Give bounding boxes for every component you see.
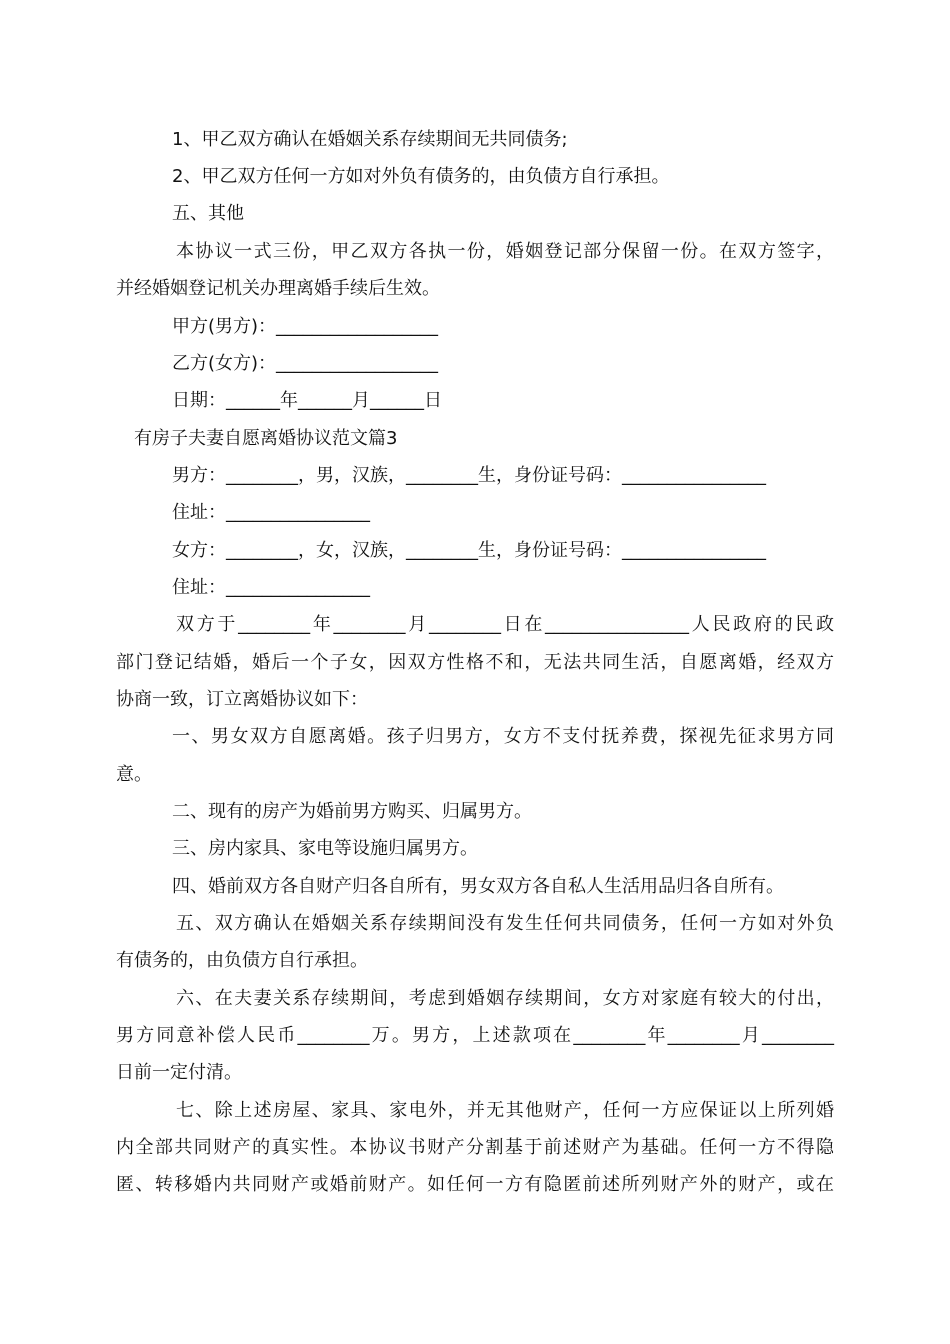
text-line	[172, 165, 872, 189]
line-text: 2、甲乙双方任何一方如对外负有债务的，由负债方自行承担。	[172, 166, 670, 187]
text-line	[172, 501, 872, 525]
text-line	[116, 688, 816, 712]
line-text: 部门登记结婚，婚后一个子女，因双方性格不和，无法共同生活，自愿离婚，经双方	[116, 652, 834, 673]
text-line	[116, 949, 816, 973]
line-text: 住址：________________	[172, 577, 370, 598]
line-text: 内全部共同财产的真实性。本协议书财产分割基于前述财产为基础。任何一方不得隐	[116, 1137, 834, 1158]
line-text: 三、房内家具、家电等设施归属男方。	[172, 838, 478, 859]
line-text: 七、除上述房屋、家具、家电外，并无其他财产，任何一方应保证以上所列婚	[176, 1100, 834, 1121]
line-text: 有债务的，由负债方自行承担。	[116, 950, 368, 971]
line-text: 五、其他	[172, 203, 244, 224]
line-text: 协商一致，订立离婚协议如下：	[116, 689, 368, 710]
line-text: 四、婚前双方各自财产归各自所有，男女双方各自私人生活用品归各自所有。	[172, 876, 784, 897]
line-text: 一、男女双方自愿离婚。孩子归男方，女方不支付抚养费，探视先征求男方同	[172, 726, 834, 747]
line-text: 住址：________________	[172, 502, 370, 523]
line-text: 并经婚姻登记机关办理离婚手续后生效。	[116, 278, 440, 299]
text-line	[116, 1136, 834, 1160]
line-text: 男方：________，男，汉族，________生，身份证号码：________________	[172, 465, 766, 486]
section-heading	[172, 202, 872, 226]
text-line	[172, 837, 872, 861]
line-text: 有房子夫妻自愿离婚协议范文篇3	[134, 428, 398, 449]
text-line	[176, 1099, 834, 1123]
text-line	[172, 875, 872, 899]
text-line	[116, 1024, 834, 1048]
line-text: 意。	[116, 764, 152, 785]
text-line	[176, 240, 834, 264]
text-line	[116, 763, 816, 787]
line-text: 男方同意补偿人民币________万。男方，上述款项在________年________月________	[116, 1025, 834, 1046]
line-text: 六、在夫妻关系存续期间，考虑到婚姻存续期间，女方对家庭有较大的付出，	[176, 988, 834, 1009]
text-line	[116, 651, 834, 675]
text-line	[172, 464, 872, 488]
text-line	[116, 277, 816, 301]
text-line	[172, 539, 872, 563]
text-line	[172, 725, 834, 749]
text-line	[172, 800, 872, 824]
signature-line-party-b	[172, 352, 872, 376]
text-line	[172, 128, 872, 152]
signature-line-party-a	[172, 315, 872, 339]
line-text: 日期：______年______月______日	[172, 390, 442, 411]
line-text: 女方：________，女，汉族，________生，身份证号码：________________	[172, 540, 766, 561]
line-text: 五、双方确认在婚姻关系存续期间没有发生任何共同债务，任何一方如对外负	[176, 913, 834, 934]
text-line	[176, 987, 834, 1011]
line-text: 本协议一式三份，甲乙双方各执一份，婚姻登记部分保留一份。在双方签字，	[176, 241, 834, 262]
date-line	[172, 389, 872, 413]
text-line	[116, 1173, 834, 1197]
line-text: 双方于________年________月________日在________________人民政府的民政	[176, 614, 834, 635]
text-line	[116, 1061, 816, 1085]
line-text: 二、现有的房产为婚前男方购买、归属男方。	[172, 801, 532, 822]
text-line	[176, 912, 834, 936]
line-text: 匿、转移婚内共同财产或婚前财产。如任何一方有隐匿前述所列财产外的财产，或在	[116, 1174, 834, 1195]
text-line	[172, 576, 872, 600]
line-text: 日前一定付清。	[116, 1062, 242, 1083]
line-text: 甲方(男方)：__________________	[172, 316, 439, 337]
document-title	[134, 427, 834, 451]
line-text: 乙方(女方)：__________________	[172, 353, 439, 374]
text-line	[176, 613, 834, 637]
line-text: 1、甲乙双方确认在婚姻关系存续期间无共同债务;	[172, 129, 568, 150]
